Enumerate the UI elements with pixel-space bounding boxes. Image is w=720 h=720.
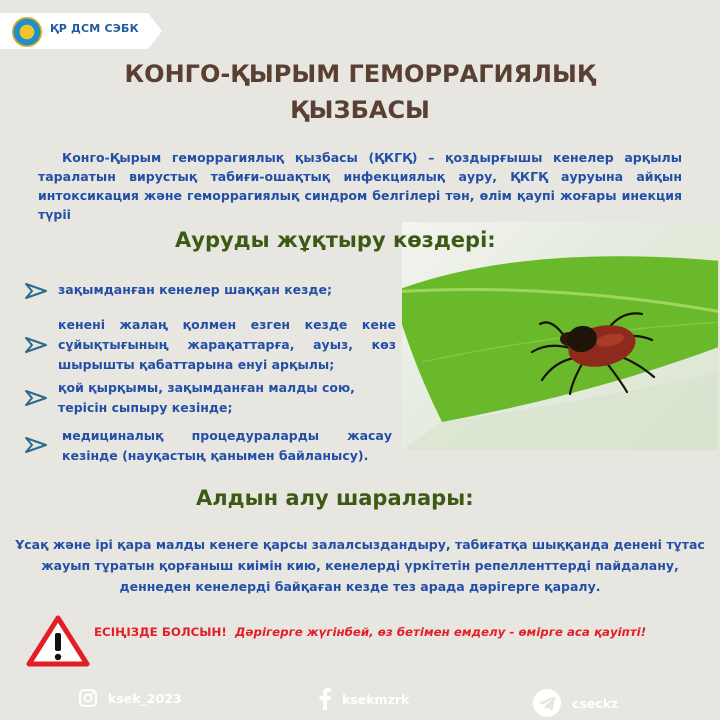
facebook-handle: ksekmzrk	[342, 691, 410, 707]
prevention-text	[0, 534, 720, 597]
title-line-1: КОНГО-ҚЫРЫМ ГЕМОРРАГИЯЛЫҚ	[124, 60, 596, 88]
prevention-line-1: Ұсақ және ірі қара малды кенеге қарсы залалсыздандыру, табиғатқа шыққанда денені тұтас	[15, 537, 705, 552]
instagram-icon	[78, 688, 98, 708]
warning-lead: ЕСІҢІЗДЕ БОЛСЫН!	[94, 625, 227, 639]
telegram-handle: cseckz	[572, 695, 619, 711]
page-title	[0, 56, 720, 128]
warning-triangle-icon	[26, 615, 90, 667]
source-item-4: медициналық процедураларды жасау кезінде (науқастың қанымен байланысу).	[62, 428, 392, 463]
source-item-1: зақымданған кенелер шаққан кезде;	[58, 282, 332, 297]
facebook-icon	[318, 688, 332, 710]
social-telegram[interactable]	[532, 688, 618, 718]
org-name: ҚР ДСМ СЭБК	[50, 22, 139, 35]
title-line-2: ҚЫЗБАСЫ	[290, 96, 430, 124]
warning-text	[94, 625, 646, 639]
source-item-3: қой қырқымы, зақымданған малды сою, терісін сыпыру кезінде;	[58, 380, 355, 415]
arrow-bullet-icon	[24, 388, 48, 408]
source-item-2: кенені жалаң қолмен езген кезде кене сұйықтығының жарақаттарға, ауыз, көз шырышты қабаттарына енуі арқылы;	[58, 317, 396, 372]
warning-message: Дәрігерге жүгінбей, өз бетімен емделу - өмірге аса қауіпті!	[235, 625, 647, 639]
state-emblem-icon	[12, 17, 42, 47]
intro-paragraph: Конго-Қырым геморрагиялық қызбасы (ҚКГҚ) – қоздырғышы кенелер арқылы таралатын вирустық табиғи-ошақтық инфекциялық ауру, ҚКГҚ ауруына айқын интоксикация және геморрагиялық синдром белгілері тән, өлім қаупі жоғары инекция түрii	[38, 150, 682, 222]
arrow-bullet-icon	[24, 281, 48, 301]
arrow-bullet-icon	[24, 435, 48, 455]
prevention-heading: Алдын алу шаралары:	[196, 486, 474, 510]
social-instagram[interactable]	[78, 688, 182, 708]
telegram-icon	[532, 688, 562, 718]
prevention-line-3: деннеден кенелерді байқаған кезде тез арада дәрігерге қаралу.	[119, 579, 601, 594]
arrow-bullet-icon	[24, 335, 48, 355]
tick-on-leaf-image	[402, 222, 718, 450]
instagram-handle: ksek_2023	[108, 690, 182, 706]
social-facebook[interactable]	[318, 688, 409, 710]
sources-heading: Ауруды жұқтыру көздері:	[175, 228, 496, 252]
prevention-line-2: жауып тұратын қорғаныш киімін кию, кенелерді үркітетін репелленттерді пайдалану,	[41, 558, 679, 573]
